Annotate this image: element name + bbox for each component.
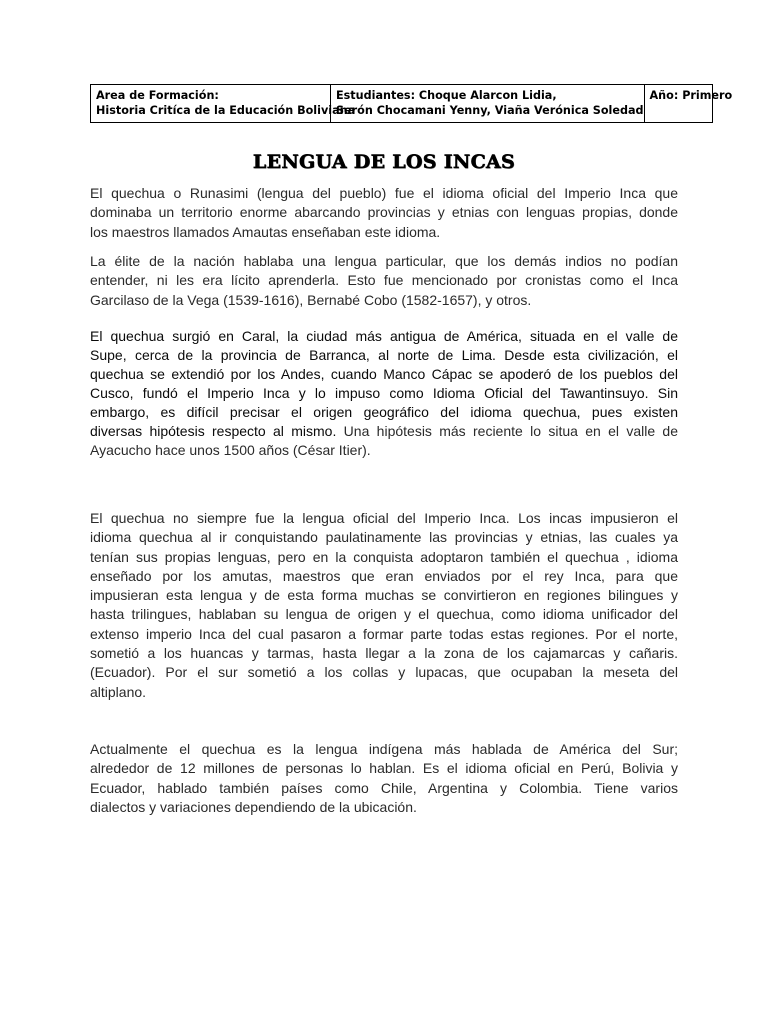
paragraph-line: alrededor de 12 millones de personas lo hablan. Es el idioma oficial en Perú, Bolivia y <box>90 760 678 777</box>
paragraph-line: Actualmente el quechua es la lengua indígena más hablada de América del Sur; <box>90 741 678 757</box>
paragraph-4 <box>90 509 678 702</box>
paragraph-line: dominaba un territorio enorme abarcando provincias y etnias con lenguas propias, donde <box>90 204 678 221</box>
paragraph-line: altiplano. <box>90 683 147 700</box>
paragraph-line: enseñado por los amutas, maestros que eran enviados por el rey Inca, para que <box>90 567 678 584</box>
paragraph-line: impusieran esta lengua y de esta forma muchas se convirtieron en regiones bilingues y <box>90 587 678 604</box>
paragraph-line: idioma quechua al ir conquistando paulatinamente las provincias y etnias, las cuales ya <box>90 529 678 546</box>
paragraph-line-dark-part: diversas hipótesis respecto al mismo. <box>90 423 337 439</box>
paragraph-3 <box>90 327 678 460</box>
students-label: Estudiantes: Choque Alarcon Lidia, <box>336 89 557 102</box>
header-table <box>90 84 733 123</box>
paragraph-line: El quechua o Runasimi (lengua del pueblo) fue el idioma oficial del Imperio Inca que <box>90 185 678 201</box>
paragraph-line: dialectos y variaciones dependiendo de la ubicación. <box>90 798 417 815</box>
paragraph-line: extenso imperio Inca del cual pasaron a formar parte todas estas regiones. Por el norte, <box>90 625 678 642</box>
students-value: Serón Chocamani Yenny, Viaña Verónica Soledad <box>336 104 644 117</box>
paragraph-line: sometió a los huancas y tarmas, hasta llegar a la zona de los cajamarcas y cañaris. <box>90 645 678 662</box>
paragraph-line-soft-part: Una hipótesis más reciente lo situa en el valle de <box>336 423 678 439</box>
header-cell-year <box>645 85 733 122</box>
paragraph-line: Supe, cerca de la provincia de Barranca, al norte de Lima. Desde esta civilización, el <box>90 347 678 363</box>
paragraph-line: los maestros llamados Amautas enseñaban este idioma. <box>90 223 441 240</box>
paragraph-line: (Ecuador). Por el sur sometió a los collas y lupacas, que ocupaban la meseta del <box>90 664 678 681</box>
document-title: LENGUA DE LOS INCAS <box>252 151 516 173</box>
header-cell-students <box>331 85 645 122</box>
paragraph-line: El quechua no siempre fue la lengua oficial del Imperio Inca. Los incas impusieron el <box>90 510 678 526</box>
area-label: Area de Formación: <box>96 89 219 102</box>
paragraph-line: hasta trilingues, hablaban su lengua de origen y el quechua, como idioma unificador del <box>90 606 678 623</box>
area-value: Historia Critíca de la Educación Boliviana <box>96 104 356 117</box>
paragraph-line-mixed <box>90 422 678 441</box>
paragraph-line: Garcilaso de la Vega (1539-1616), Bernabé Cobo (1582-1657), y otros. <box>90 291 532 308</box>
paragraph-5 <box>90 740 678 817</box>
paragraph-line: quechua se extendió por los Andes, cuando Manco Cápac se apoderó de los pueblos del <box>90 366 678 382</box>
header-cell-area <box>91 85 356 122</box>
paragraph-line: La élite de la nación hablaba una lengua particular, que los demás indios no podían <box>90 253 678 269</box>
paragraph-line: Cusco, fundó el Imperio Inca y lo impuso como Idioma Oficial del Tawantinsuyo. Sin <box>90 385 678 401</box>
paragraph-line: entender, ni les era lícito aprenderla. Esto fue mencionado por cronistas como el Inca <box>90 272 678 289</box>
paragraph-line: tenían sus propias lenguas, pero en la conquista adoptaron también el quechua , idioma <box>90 548 678 565</box>
paragraph-2 <box>90 252 678 310</box>
paragraph-line: Ayacucho hace unos 1500 años (César Itier). <box>90 442 371 458</box>
paragraph-1 <box>90 184 678 242</box>
paragraph-line: Ecuador, hablado también países como Chile, Argentina y Colombia. Tiene varios <box>90 779 678 796</box>
paragraph-line: El quechua surgió en Caral, la ciudad más antigua de América, situada en el valle de <box>90 328 678 344</box>
year-value: Año: Primero <box>649 89 733 102</box>
paragraph-line: embargo, es difícil precisar el origen geográfico del idioma quechua, pues existen <box>90 404 678 420</box>
